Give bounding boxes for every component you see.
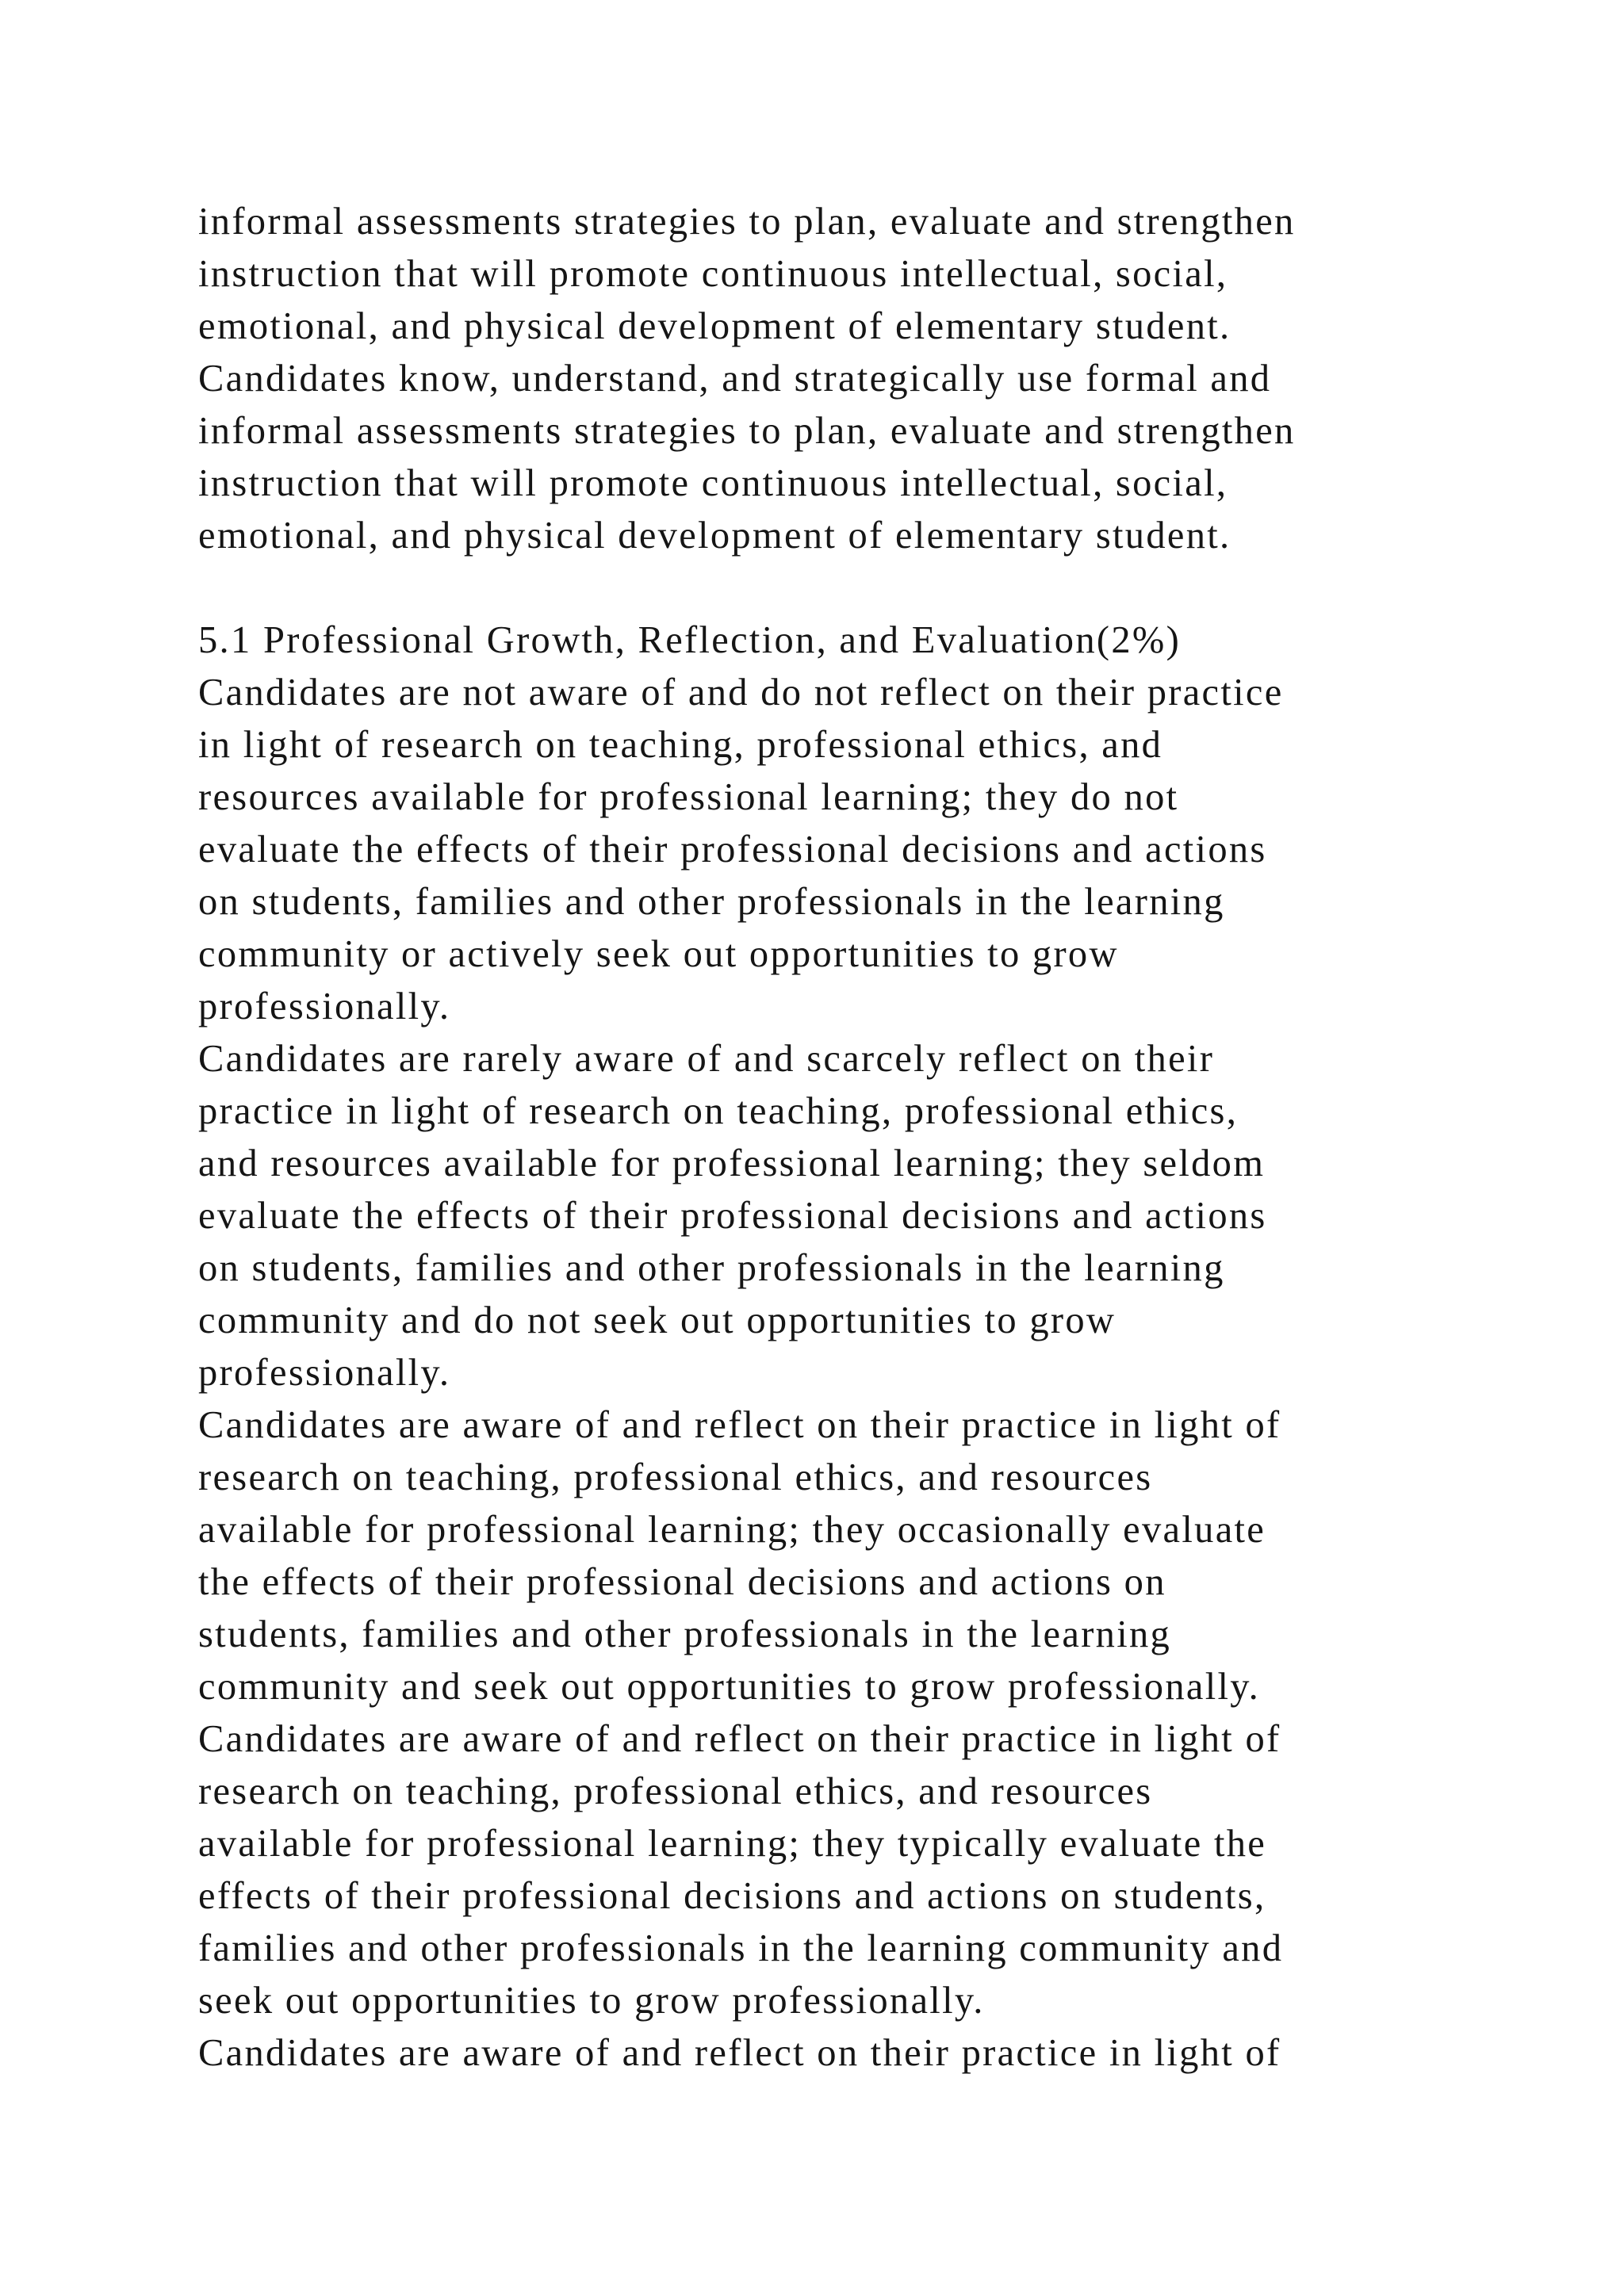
text-line: professionally. — [198, 1352, 451, 1394]
text-line: seek out opportunities to grow professionally. — [198, 1980, 985, 2022]
text-line: emotional, and physical development of elementary student. — [198, 515, 1231, 557]
text-line: Candidates are aware of and reflect on their practice in light of — [198, 1404, 1281, 1446]
text-line: resources available for professional learning; they do not — [198, 776, 1179, 818]
document-body — [198, 196, 1507, 2080]
text-line: informal assessments strategies to plan, evaluate and strengthen — [198, 201, 1296, 243]
paragraph-occasionally-evaluate — [198, 1399, 1507, 1713]
text-line: students, families and other professionals in the learning — [198, 1613, 1172, 1655]
text-line: community and do not seek out opportunities to grow — [198, 1299, 1116, 1341]
text-line: Candidates are aware of and reflect on their practice in light of — [198, 2032, 1281, 2074]
text-line: community or actively seek out opportunities to grow — [198, 933, 1119, 975]
text-line: and resources available for professional learning; they seldom — [198, 1142, 1266, 1184]
paragraph-typically-evaluate — [198, 1713, 1507, 2027]
paragraph-continued — [198, 2027, 1507, 2080]
text-line: on students, families and other professionals in the learning — [198, 1247, 1225, 1289]
text-line: Candidates are not aware of and do not reflect on their practice — [198, 672, 1284, 714]
section-heading: 5.1 Professional Growth, Reflection, and Evaluation(2%) — [198, 619, 1182, 661]
text-line: in light of research on teaching, professional ethics, and — [198, 724, 1163, 766]
paragraph-not-aware — [198, 667, 1507, 1033]
text-line: research on teaching, professional ethics, and resources — [198, 1770, 1153, 1812]
text-line: practice in light of research on teaching, professional ethics, — [198, 1090, 1239, 1132]
text-line: available for professional learning; they occasionally evaluate — [198, 1509, 1266, 1551]
paragraph-informal-assessments — [198, 196, 1507, 562]
text-line: emotional, and physical development of elementary student. — [198, 305, 1231, 347]
text-line: informal assessments strategies to plan, evaluate and strengthen — [198, 410, 1296, 452]
text-line: professionally. — [198, 985, 451, 1027]
text-line: the effects of their professional decisions and actions on — [198, 1561, 1166, 1603]
text-line: instruction that will promote continuous intellectual, social, — [198, 462, 1228, 504]
text-line: effects of their professional decisions and actions on students, — [198, 1875, 1266, 1917]
text-line: evaluate the effects of their professional decisions and actions — [198, 1195, 1267, 1237]
text-line: on students, families and other professionals in the learning — [198, 881, 1225, 923]
text-line: Candidates are aware of and reflect on their practice in light of — [198, 1718, 1281, 1760]
text-line: available for professional learning; they typically evaluate the — [198, 1823, 1267, 1865]
text-line: community and seek out opportunities to grow professionally. — [198, 1666, 1261, 1708]
paragraph-rarely-aware — [198, 1033, 1507, 1399]
text-line: evaluate the effects of their professional decisions and actions — [198, 828, 1267, 871]
text-line: Candidates know, understand, and strategically use formal and — [198, 358, 1272, 400]
blank-line — [198, 562, 1507, 614]
text-line: instruction that will promote continuous intellectual, social, — [198, 253, 1228, 295]
text-line: Candidates are rarely aware of and scarcely reflect on their — [198, 1038, 1215, 1080]
text-line: research on teaching, professional ethics, and resources — [198, 1456, 1153, 1498]
text-line: families and other professionals in the learning community and — [198, 1927, 1284, 1969]
